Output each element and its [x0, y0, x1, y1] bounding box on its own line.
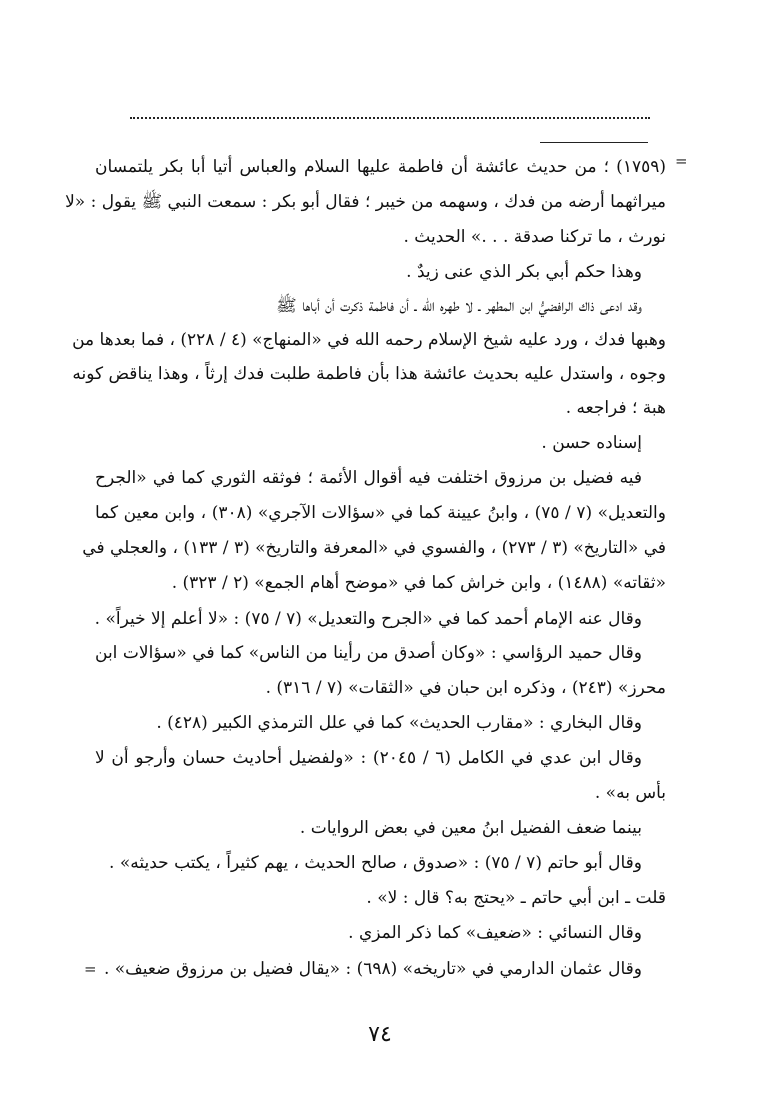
text-line: بأس به» . — [594, 783, 666, 803]
continuation-mark-bottom: = — [84, 960, 97, 978]
text-line: ميراثهما أرضه من فدك ، وسهمه من خيبر ؛ فقال أبو بكر : سمعت النبي ﷺ يقول : «لا — [65, 192, 666, 212]
text-line: في «التاريخ» (٣ / ٢٧٣) ، والفسوي في «المعرفة والتاريخ» (٣ / ١٣٣) ، والعجلي في — [82, 538, 666, 558]
text-line: محرز» (٢٤٣) ، وذكره ابن حبان في «الثقات» (٧ / ٣١٦) . — [265, 678, 666, 698]
footnote-rule — [540, 142, 648, 143]
text-line: بينما ضعف الفضيل ابنُ معين في بعض الروايات . — [299, 818, 642, 838]
text-line: وقد ادعى ذاك الرافضيُّ ابن المطهر ـ لا طهره الله ـ أن فاطمة ذكرت أن أباها ﷺ — [276, 296, 642, 316]
text-line: وقال عثمان الدارمي في «تاريخه» (٦٩٨) : «يقال فضيل بن مرزوق ضعيف» . — [103, 959, 642, 979]
text-line: وقال ابن عدي في الكامل (٦ / ٢٠٤٥) : «ولفضيل أحاديث حسان وأرجو أن لا — [95, 748, 642, 768]
text-line: هبة ؛ فراجعه . — [565, 398, 666, 418]
text-line: والتعديل» (٧ / ٧٥) ، وابنُ عيينة كما في «سؤالات الآجري» (٣٠٨) ، وابن معين كما — [95, 503, 666, 523]
text-line: وجوه ، واستدل عليه بحديث عائشة هذا بأن فاطمة طلبت فدك إرثاً ، وهذا يناقض كونه — [72, 364, 666, 384]
text-line: وقال عنه الإمام أحمد كما في «الجرح والتعديل» (٧ / ٧٥) : «لا أعلم إلا خيراً» . — [94, 609, 642, 629]
text-line: وهبها فدك ، ورد عليه شيخ الإسلام رحمه الله في «المنهاج» (٤ / ٢٢٨) ، فما بعدها من — [72, 330, 666, 350]
text-line: وقال حميد الرؤاسي : «وكان أصدق من رأينا من الناس» كما في «سؤالات ابن — [95, 643, 642, 663]
dotted-separator — [130, 117, 650, 119]
continuation-mark-top: = — [675, 152, 688, 170]
page-number: ٧٤ — [368, 1022, 392, 1047]
text-line: وقال أبو حاتم (٧ / ٧٥) : «صدوق ، صالح الحديث ، يهم كثيراً ، يكتب حديثه» . — [109, 853, 642, 873]
text-line: وقال النسائي : «ضعيف» كما ذكر المزي . — [348, 923, 642, 943]
text-line: وقال البخاري : «مقارب الحديث» كما في علل الترمذي الكبير (٤٢٨) . — [156, 713, 642, 733]
text-line: (١٧٥٩) ؛ من حديث عائشة أن فاطمة عليها السلام والعباس أتيا أبا بكر يلتمسان — [95, 157, 666, 177]
text-line: فيه فضيل بن مرزوق اختلفت فيه أقوال الأئمة ؛ فوثقه الثوري كما في «الجرح — [95, 468, 642, 488]
text-line: إسناده حسن . — [541, 433, 642, 453]
text-line: نورث ، ما تركنا صدقة . . .» الحديث . — [403, 227, 666, 247]
text-line: قلت ـ ابن أبي حاتم ـ «يحتج به؟ قال : لا» . — [366, 888, 666, 908]
text-line: «ثقاته» (١٤٨٨) ، وابن خراش كما في «موضح أهام الجمع» (٢ / ٣٢٣) . — [171, 573, 666, 593]
text-line: وهذا حكم أبي بكر الذي عنى زيدٌ . — [406, 262, 642, 282]
